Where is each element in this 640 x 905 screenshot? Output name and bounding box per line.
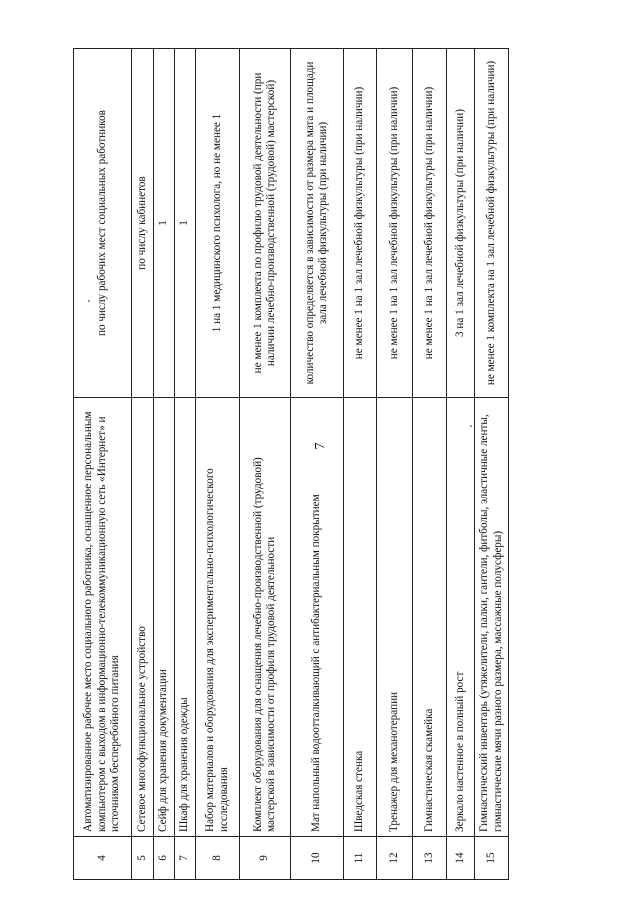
table-row	[132, 49, 154, 880]
table-row	[154, 49, 175, 880]
page-number: 7	[313, 442, 328, 450]
equipment-quantity: 1	[154, 49, 175, 398]
equipment-name: Автоматизированное рабочее место социального работника, оснащенное персональным компьютером с выходом в информационно-телекоммуникационную сеть «Интернет» и источником бесперебойного питания	[74, 398, 132, 837]
equipment-name: Зеркало настенное в полный рост	[447, 398, 475, 837]
row-number: 6	[154, 837, 175, 880]
equipment-table-body	[74, 49, 509, 880]
row-number: 7	[175, 837, 196, 880]
equipment-name: Сетевое многофункциональное устройство	[132, 398, 154, 837]
equipment-name: Мат напольный водоотталкивающий с антибактериальным покрытием	[291, 398, 344, 837]
row-number: 13	[413, 837, 447, 880]
equipment-name: Гимнастический инвентарь (утяжелители, палки, гантели, фитболы, эластичные ленты, гимнастические мячи разного размера, массажные полусферы)	[475, 398, 509, 837]
equipment-quantity: по числу кабинетов	[132, 49, 154, 398]
row-number: 8	[196, 837, 240, 880]
table-row	[175, 49, 196, 880]
scan-speck	[470, 425, 472, 427]
scan-speck	[88, 300, 90, 302]
equipment-table-rotated	[73, 48, 508, 880]
equipment-quantity: 1	[175, 49, 196, 398]
row-number: 10	[291, 837, 344, 880]
equipment-quantity: количество определяется в зависимости от размера мата и площади зала лечебной физкультуры (при наличии)	[291, 49, 344, 398]
row-number: 9	[240, 837, 291, 880]
table-row	[240, 49, 291, 880]
table-row	[413, 49, 447, 880]
equipment-quantity: не менее 1 на 1 зал лечебной физкультуры (при наличии)	[413, 49, 447, 398]
equipment-quantity: не менее 1 на 1 зал лечебной физкультуры (при наличии)	[377, 49, 413, 398]
equipment-quantity: не менее 1 на 1 зал лечебной физкультуры (при наличии)	[344, 49, 377, 398]
equipment-name: Шкаф для хранения одежды	[175, 398, 196, 837]
table-row	[377, 49, 413, 880]
equipment-quantity: не менее 1 комплекта на 1 зал лечебной физкультуры (при наличии)	[475, 49, 509, 398]
row-number: 12	[377, 837, 413, 880]
equipment-name: Комплект оборудования для оснащения лечебно-производственной (трудовой) мастерской в зависимости от профиля трудовой деятельности	[240, 398, 291, 837]
table-row	[344, 49, 377, 880]
equipment-name: Шведская стенка	[344, 398, 377, 837]
equipment-name: Гимнастическая скамейка	[413, 398, 447, 837]
equipment-quantity: по числу рабочих мест социальных работников	[74, 49, 132, 398]
table-row	[196, 49, 240, 880]
table-row	[475, 49, 509, 880]
table-row	[291, 49, 344, 880]
equipment-quantity: 1 на 1 медицинского психолога, но не менее 1	[196, 49, 240, 398]
row-number: 11	[344, 837, 377, 880]
row-number: 15	[475, 837, 509, 880]
equipment-name: Набор материалов и оборудования для экспериментально-психологического исследования	[196, 398, 240, 837]
row-number: 14	[447, 837, 475, 880]
equipment-quantity: не менее 1 комплекта по профилю трудовой деятельности (при наличии лечебно-производственной (трудовой) мастерской)	[240, 49, 291, 398]
equipment-name: Тренажер для механотерапии	[377, 398, 413, 837]
equipment-quantity: 3 на 1 зал лечебной физкультуры (при наличии)	[447, 49, 475, 398]
table-row	[447, 49, 475, 880]
equipment-name: Сейф для хранения документации	[154, 398, 175, 837]
row-number: 4	[74, 837, 132, 880]
row-number: 5	[132, 837, 154, 880]
equipment-table	[73, 48, 509, 880]
table-row	[74, 49, 132, 880]
